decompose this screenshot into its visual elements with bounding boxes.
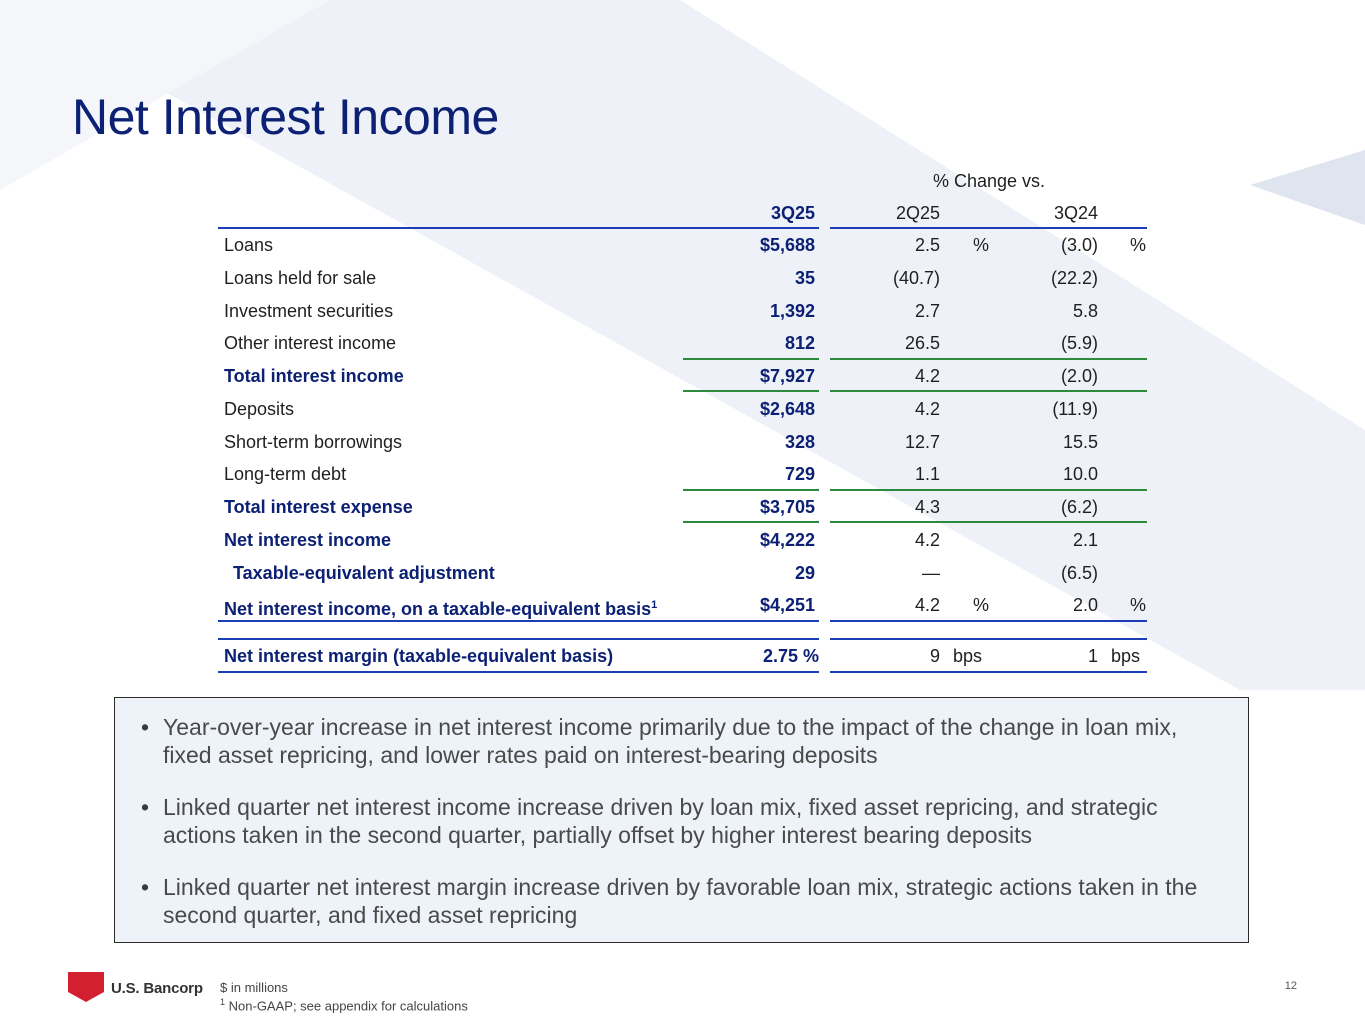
col-header-3q25: 3Q25 — [770, 203, 815, 223]
footnote-marker: 1 — [220, 997, 226, 1007]
bullet-item — [141, 873, 1224, 929]
row-change-2q25: — — [922, 563, 940, 583]
row-value-3q25: 29 — [794, 563, 815, 583]
bullet-icon: • — [141, 714, 150, 740]
row-change-2q25: 12.7 — [904, 432, 940, 452]
row-change-3q24: (6.2) — [1060, 497, 1098, 517]
row-change-3q24: 15.5 — [1062, 432, 1098, 452]
logo-text: U.S. Bancorp — [111, 980, 203, 997]
row-change-2q25: 2.7 — [914, 301, 940, 321]
row-change-2q25: 26.5 — [904, 333, 940, 353]
row-label: Taxable-equivalent adjustment — [233, 563, 495, 583]
row-change-3q24: 5.8 — [1072, 301, 1098, 321]
footnote-nongaap-text: Non-GAAP; see appendix for calculations — [228, 998, 468, 1014]
footnote-units: $ in millions — [220, 980, 288, 995]
row-label: Net interest margin (taxable-equivalent basis) — [224, 646, 614, 666]
row-label: Total interest income — [224, 366, 404, 386]
row-label: Loans — [224, 235, 274, 255]
row-change-2q25: 4.2 — [914, 399, 940, 419]
row-unit-3q24: % — [1130, 595, 1147, 615]
page-number: 12 — [1284, 980, 1297, 992]
col-header-3q24: 3Q24 — [1053, 203, 1098, 223]
row-value-3q25: $4,222 — [759, 530, 815, 550]
row-change-3q24: 1 — [1087, 646, 1098, 666]
row-change-2q25: 9 — [929, 646, 940, 666]
row-value-3q25: 2.75 % — [762, 646, 819, 666]
bullet-text: Year-over-year increase in net interest income primarily due to the impact of the change in loan mix, fixed asset repricing, and lower rates paid on interest-bearing deposits — [163, 714, 1178, 768]
row-value-3q25: $2,648 — [759, 399, 815, 419]
commentary-box — [114, 697, 1249, 943]
nim-top-rule-right — [830, 638, 1147, 640]
row-change-2q25: 2.5 — [914, 235, 940, 255]
row-value-3q25: $5,688 — [759, 235, 815, 255]
row-value-3q25: $7,927 — [759, 366, 815, 386]
row-change-2q25: 4.2 — [914, 530, 940, 550]
bullet-text: Linked quarter net interest income increase driven by loan mix, fixed asset repricing, and strategic actions taken in the second quarter, partially offset by higher interest bearing deposits — [163, 794, 1158, 848]
bullet-icon: • — [141, 794, 150, 820]
bullet-icon: • — [141, 874, 150, 900]
footnote-nongaap — [220, 997, 468, 1013]
header-rule-left — [218, 227, 819, 229]
row-label: Net interest income, on a taxable-equivalent basis$^1$ — [224, 599, 658, 619]
row-change-2q25: 4.3 — [914, 497, 940, 517]
row-label: Short-term borrowings — [224, 432, 403, 452]
nii-rule-left — [218, 620, 819, 622]
page-title: Net Interest Income — [72, 89, 499, 145]
bullet-item — [141, 713, 1224, 769]
change-vs-header: % Change vs. — [933, 171, 1046, 191]
row-label: Net interest income — [224, 530, 392, 550]
row-value-3q25: 328 — [784, 432, 815, 452]
row-value-3q25: $4,251 — [759, 595, 815, 615]
row-label: Loans held for sale — [224, 268, 377, 288]
row-value-3q25: 1,392 — [769, 301, 815, 321]
row-label: Deposits — [224, 399, 295, 419]
row-change-2q25: 1.1 — [914, 464, 940, 484]
row-change-3q24: (6.5) — [1060, 563, 1098, 583]
total-rule-right — [830, 521, 1147, 523]
commentary-list — [115, 698, 1248, 929]
row-value-3q25: $3,705 — [759, 497, 815, 517]
row-change-3q24: (3.0) — [1060, 235, 1098, 255]
row-unit-2q25: bps — [953, 646, 983, 666]
row-value-3q25: 729 — [784, 464, 815, 484]
subtotal-rule-right — [830, 358, 1147, 360]
row-label: Other interest income — [224, 333, 397, 353]
row-change-3q24: 2.0 — [1072, 595, 1098, 615]
total-rule-left — [683, 521, 819, 523]
row-change-3q24: (22.2) — [1050, 268, 1098, 288]
bullet-text: Linked quarter net interest margin increase driven by favorable loan mix, strategic actions taken in the second quarter, and fixed asset repricing — [163, 874, 1198, 928]
row-unit-3q24: % — [1130, 235, 1147, 255]
col-header-2q25: 2Q25 — [895, 203, 940, 223]
row-label: Long-term debt — [224, 464, 347, 484]
nim-bottom-rule-right — [830, 671, 1147, 673]
row-change-2q25: (40.7) — [892, 268, 940, 288]
total-rule-right — [830, 390, 1147, 392]
row-change-2q25: 4.2 — [914, 595, 940, 615]
subtotal-rule-left — [683, 489, 819, 491]
row-change-3q24: (2.0) — [1060, 366, 1098, 386]
subtotal-rule-left — [683, 358, 819, 360]
row-unit-2q25: % — [973, 235, 990, 255]
row-change-3q24: (11.9) — [1052, 399, 1098, 419]
row-change-3q24: 10.0 — [1062, 464, 1098, 484]
header-rule-right — [830, 227, 1147, 229]
nim-top-rule-left — [218, 638, 819, 640]
row-change-3q24: 2.1 — [1072, 530, 1098, 550]
row-label: Investment securities — [224, 301, 394, 321]
row-change-3q24: (5.9) — [1060, 333, 1098, 353]
row-unit-3q24: bps — [1111, 646, 1141, 666]
nii-rule-right — [830, 620, 1147, 622]
nim-bottom-rule-left — [218, 671, 819, 673]
subtotal-rule-right — [830, 489, 1147, 491]
us-bancorp-shield-icon — [68, 972, 104, 1002]
row-value-3q25: 812 — [784, 333, 815, 353]
row-change-2q25: 4.2 — [914, 366, 940, 386]
footnote-marker: 1 — [651, 599, 658, 611]
bullet-item — [141, 793, 1224, 849]
row-label: Total interest expense — [224, 497, 413, 517]
row-value-3q25: 35 — [794, 268, 815, 288]
total-rule-left — [683, 390, 819, 392]
row-unit-2q25: % — [973, 595, 990, 615]
